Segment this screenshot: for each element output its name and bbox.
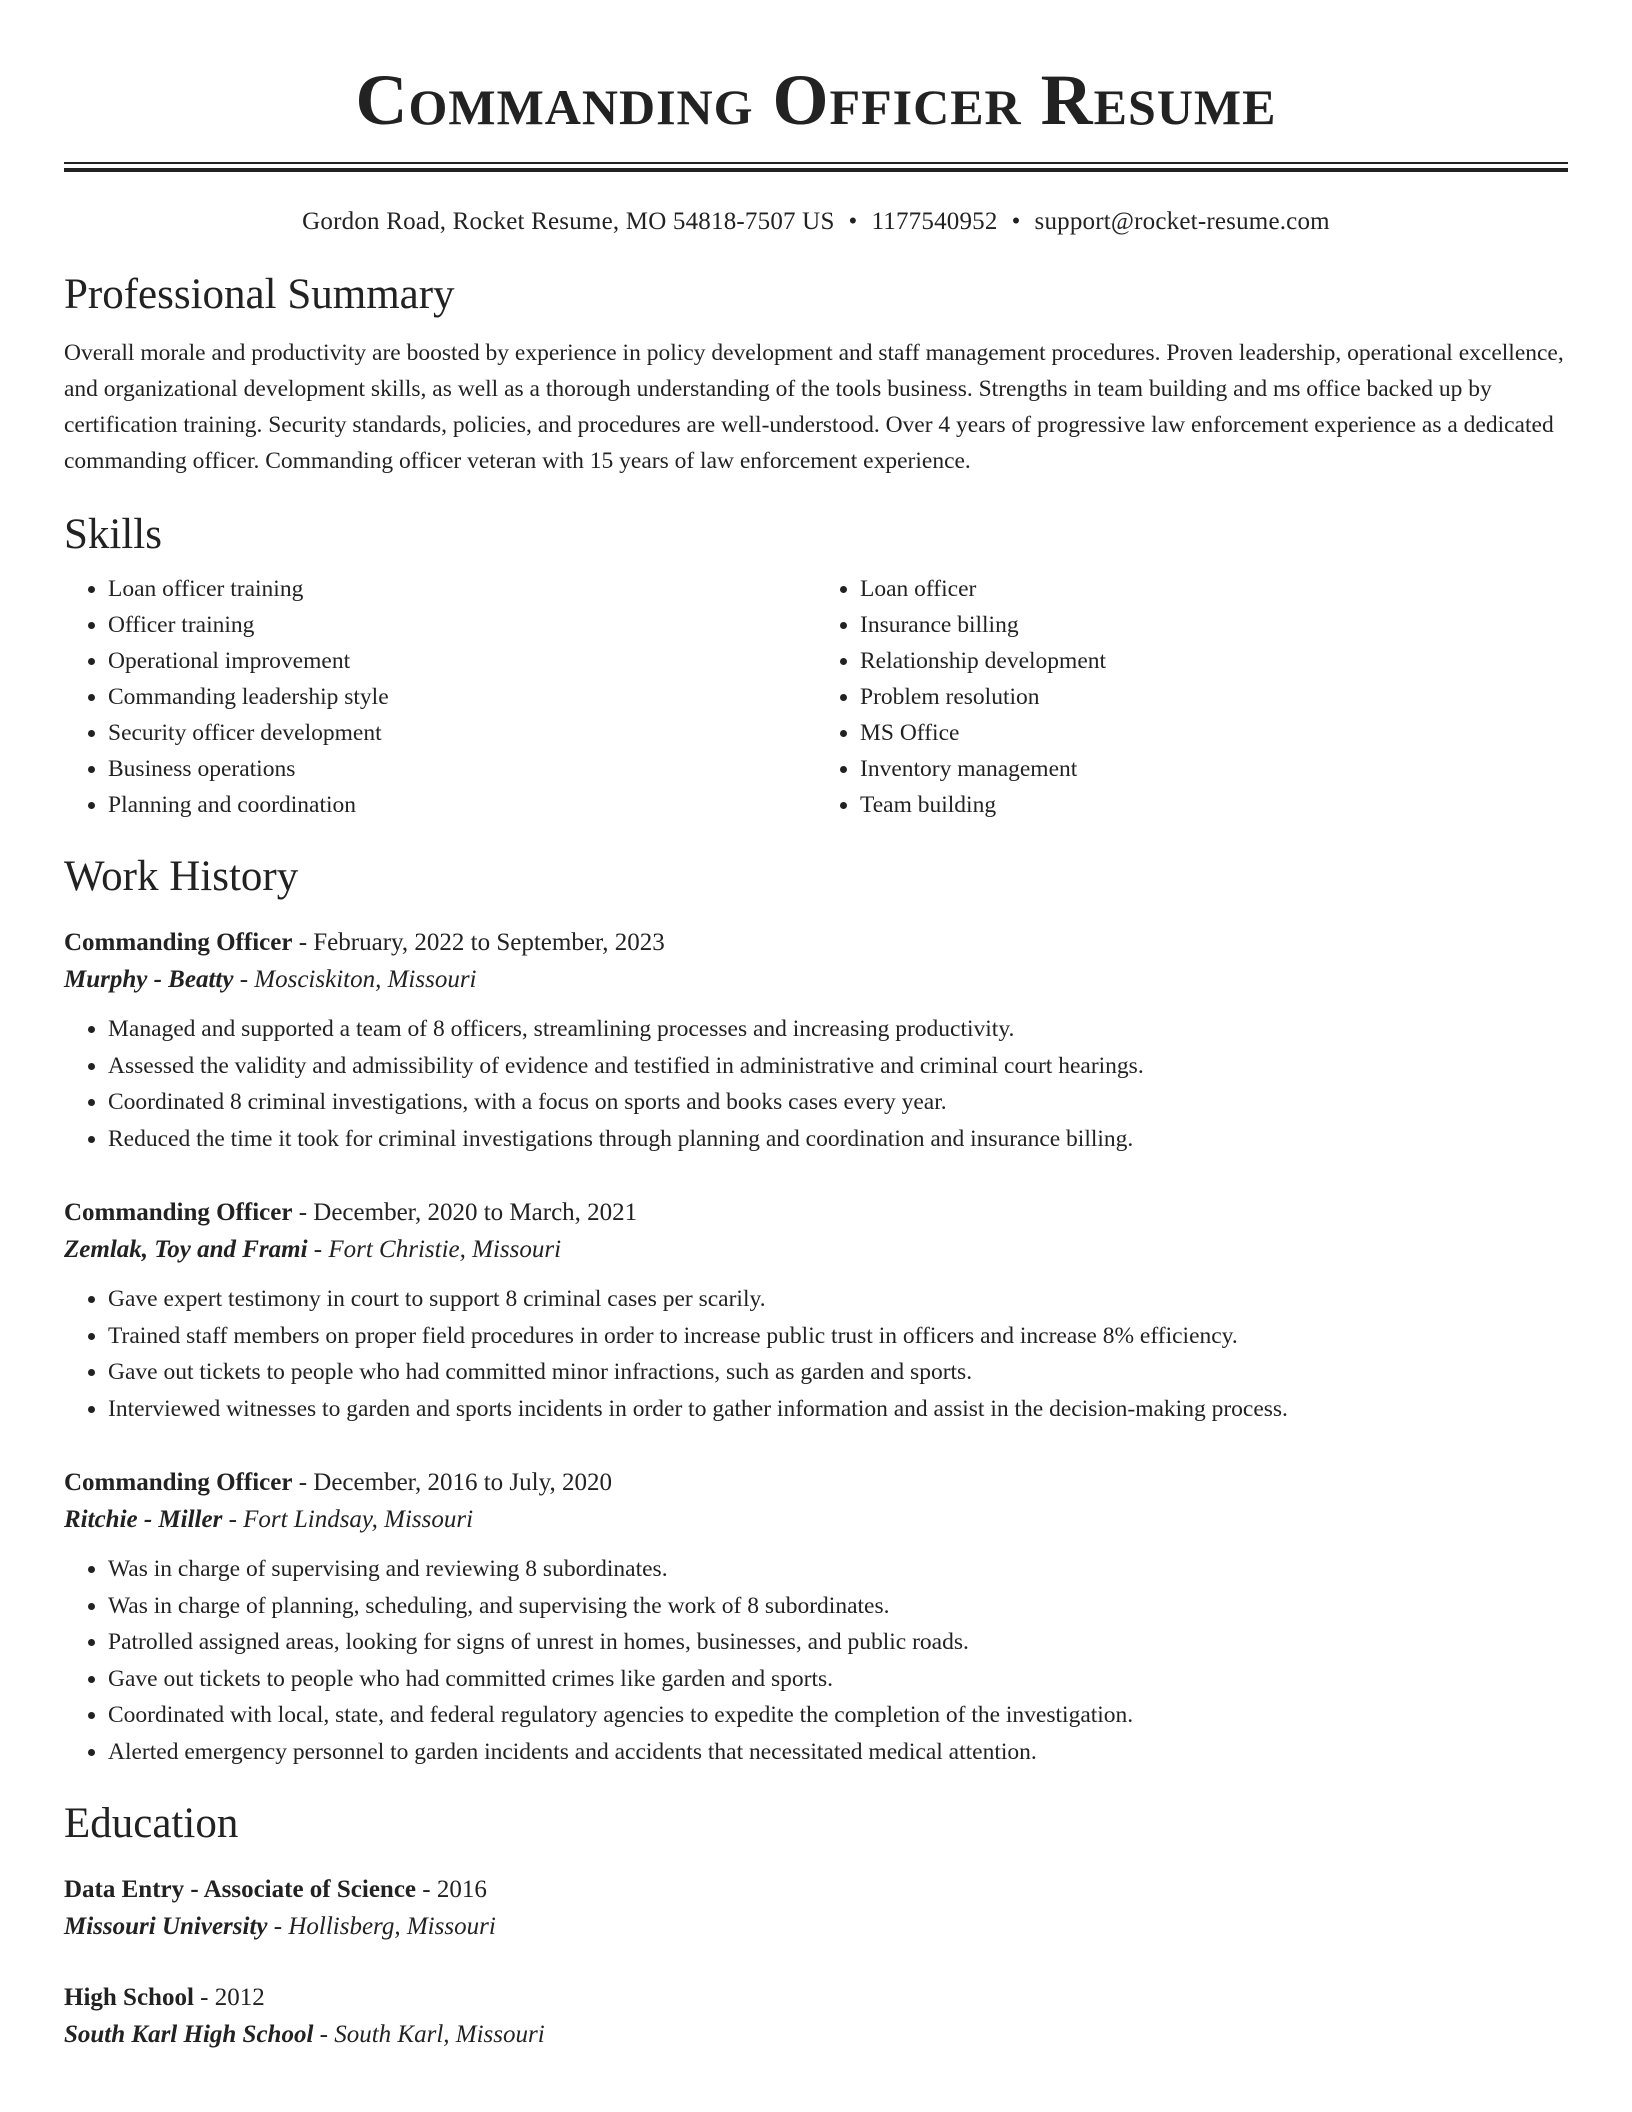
job-bullet: • Managed and supported a team of 8 officers, streamlining processes and increasing productivity. — [108, 1011, 1568, 1048]
job-company: Zemlak, Toy and Frami — [64, 1236, 308, 1263]
job-company-line: Ritchie - Miller - Fort Lindsay, Missouri — [64, 1506, 474, 1533]
job-bullet: • Alerted emergency personnel to garden incidents and accidents that necessitated medical attention. — [108, 1734, 1568, 1771]
title-divider — [64, 162, 1568, 172]
contact-email: support@rocket-resume.com — [1034, 208, 1330, 235]
skill-item: • Business operations — [108, 751, 816, 787]
education-year: 2012 — [214, 1984, 265, 2011]
education-school-line: South Karl High School - South Karl, Missouri — [64, 2021, 545, 2048]
job-dates: December, 2016 to July, 2020 — [313, 1469, 612, 1496]
education-heading: Education — [64, 1800, 239, 1847]
job-bullets — [64, 1551, 1568, 1770]
job-dates: February, 2022 to September, 2023 — [313, 929, 665, 956]
education-degree-line: Data Entry - Associate of Science - 2016 — [64, 1876, 487, 1903]
skill-item: • Relationship development — [860, 643, 1568, 679]
education-entry — [64, 1872, 1568, 1946]
contact-phone: 1177540952 — [871, 208, 998, 235]
job-entry — [64, 925, 1568, 1157]
skill-item: • Problem resolution — [860, 679, 1568, 715]
job-bullet: • Assessed the validity and admissibility of evidence and testified in administrative and criminal court hearings. — [108, 1048, 1568, 1085]
job-bullets — [64, 1011, 1568, 1157]
skill-item: • Operational improvement — [108, 643, 816, 679]
job-title: Commanding Officer — [64, 929, 293, 956]
skill-item: • Team building — [860, 787, 1568, 823]
job-entry — [64, 1465, 1568, 1770]
job-bullet: • Patrolled assigned areas, looking for signs of unrest in homes, businesses, and public roads. — [108, 1624, 1568, 1661]
education-school-line: Missouri University - Hollisberg, Missouri — [64, 1913, 496, 1940]
job-bullet: • Gave out tickets to people who had committed minor infractions, such as garden and sports. — [108, 1354, 1568, 1391]
job-title: Commanding Officer — [64, 1469, 293, 1496]
job-bullets — [64, 1281, 1568, 1427]
job-title-line: Commanding Officer - December, 2016 to July, 2020 — [64, 1469, 612, 1496]
job-company: Murphy - Beatty — [64, 966, 234, 993]
job-bullet: • Reduced the time it took for criminal investigations through planning and coordination and insurance billing. — [108, 1121, 1568, 1158]
job-location: Fort Christie, Missouri — [328, 1236, 562, 1263]
job-title-line: Commanding Officer - February, 2022 to September, 2023 — [64, 929, 665, 956]
skill-item: • Loan officer training — [108, 571, 816, 607]
education-school: Missouri University — [64, 1913, 268, 1940]
skill-item: • Security officer development — [108, 715, 816, 751]
contact-separator: • — [848, 208, 858, 235]
contact-address: Gordon Road, Rocket Resume, MO 54818-7507 US — [302, 208, 835, 235]
job-bullet: • Gave expert testimony in court to support 8 criminal cases per scarily. — [108, 1281, 1568, 1318]
education-location: Hollisberg, Missouri — [288, 1913, 496, 1940]
job-company-line: Murphy - Beatty - Mosciskiton, Missouri — [64, 966, 477, 993]
job-bullet: • Gave out tickets to people who had committed crimes like garden and sports. — [108, 1661, 1568, 1698]
job-bullet: • Coordinated 8 criminal investigations, with a focus on sports and books cases every year. — [108, 1084, 1568, 1121]
education-degree: Data Entry - Associate of Science — [64, 1876, 417, 1903]
education-degree: High School — [64, 1984, 194, 2011]
job-bullet: • Trained staff members on proper field procedures in order to increase public trust in officers and increase 8% efficiency. — [108, 1318, 1568, 1355]
education-location: South Karl, Missouri — [334, 2021, 545, 2048]
contact-separator: • — [1011, 208, 1021, 235]
job-bullet: • Was in charge of supervising and reviewing 8 subordinates. — [108, 1551, 1568, 1588]
job-title-line: Commanding Officer - December, 2020 to March, 2021 — [64, 1199, 638, 1226]
job-entry — [64, 1195, 1568, 1427]
skills-grid — [64, 571, 1568, 823]
resume-title: Commanding Officer Resume — [355, 60, 1277, 140]
skill-item: • MS Office — [860, 715, 1568, 751]
work-history-heading: Work History — [64, 853, 299, 900]
education-entry — [64, 1980, 1568, 2054]
job-bullet: • Was in charge of planning, scheduling, and supervising the work of 8 subordinates. — [108, 1588, 1568, 1625]
education-school: South Karl High School — [64, 2021, 314, 2048]
contact-line — [64, 205, 1568, 239]
skill-item: • Loan officer — [860, 571, 1568, 607]
skills-heading: Skills — [64, 511, 162, 558]
education-year: 2016 — [436, 1876, 487, 1903]
skills-column-left — [64, 571, 816, 823]
skill-item: • Planning and coordination — [108, 787, 816, 823]
education-degree-line: High School - 2012 — [64, 1984, 265, 2011]
skill-item: • Insurance billing — [860, 607, 1568, 643]
job-company: Ritchie - Miller — [64, 1506, 223, 1533]
skills-column-right — [816, 571, 1568, 823]
job-bullet: • Coordinated with local, state, and federal regulatory agencies to expedite the completion of the investigation. — [108, 1697, 1568, 1734]
job-dates: December, 2020 to March, 2021 — [313, 1199, 638, 1226]
job-bullet: • Interviewed witnesses to garden and sports incidents in order to gather information and assist in the decision-making process. — [108, 1391, 1568, 1428]
skill-item: • Inventory management — [860, 751, 1568, 787]
summary-heading: Professional Summary — [64, 271, 455, 318]
job-title: Commanding Officer — [64, 1199, 293, 1226]
job-location: Mosciskiton, Missouri — [254, 966, 477, 993]
job-company-line: Zemlak, Toy and Frami - Fort Christie, Missouri — [64, 1236, 562, 1263]
skill-item: • Commanding leadership style — [108, 679, 816, 715]
summary-text: Overall morale and productivity are boosted by experience in policy development and staff management procedures. Proven leadership, operational excellence, and organizational development skills, as well as a thorough understanding of the tools business. Strengths in team building and ms office backed up by certification training. Security standards, policies, and procedures are well-understood. Over 4 years of progressive law enforcement experience as a dedicated commanding officer. Commanding officer veteran with 15 years of law enforcement experience. — [64, 340, 1564, 474]
job-location: Fort Lindsay, Missouri — [243, 1506, 474, 1533]
skill-item: • Officer training — [108, 607, 816, 643]
